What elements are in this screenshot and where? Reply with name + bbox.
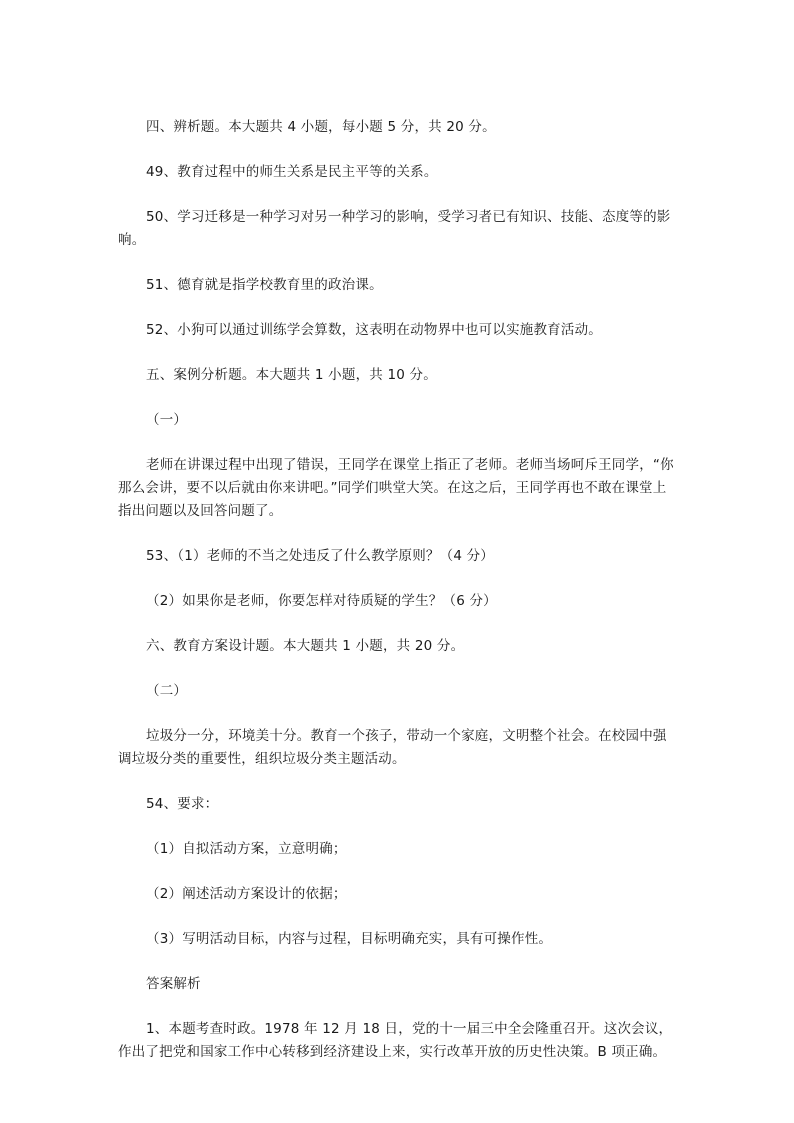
case-text-2: 垃圾分一分，环境美十分。教育一个孩子，带动一个家庭，文明整个社会。在校园中强调垃圾分类的重要性，组织垃圾分类主题活动。 — [118, 728, 667, 767]
question-49: 49、教育过程中的师生关系是民主平等的关系。 — [146, 164, 438, 180]
case-label-1: （一） — [146, 412, 188, 428]
section-heading-discrimination: 四、辨析题。本大题共 4 小题，每小题 5 分，共 20 分。 — [146, 119, 496, 135]
question-50: 50、学习迁移是一种学习对另一种学习的影响，受学习者已有知识、技能、态度等的影响。 — [118, 209, 671, 248]
case-text-1: 老师在讲课过程中出现了错误，王同学在课堂上指正了老师。老师当场呵斥王同学，“你那么会讲，要不以后就由你来讲吧。”同学们哄堂大笑。在这之后，王同学再也不敢在课堂上指出问题以及回答问题了。 — [118, 457, 674, 519]
question-53-part-1: 53、（1）老师的不当之处违反了什么教学原则？（4 分） — [146, 548, 494, 564]
question-51: 51、德育就是指学校教育里的政治课。 — [146, 277, 383, 293]
section-heading-case-analysis: 五、案例分析题。本大题共 1 小题，共 10 分。 — [146, 367, 437, 383]
answer-heading: 答案解析 — [146, 976, 201, 992]
requirement-3: （3）写明活动目标，内容与过程，目标明确充实，具有可操作性。 — [146, 931, 553, 947]
question-53-part-2: （2）如果你是老师，你要怎样对待质疑的学生？（6 分） — [146, 593, 497, 609]
answer-1: 1、本题考查时政。1978 年 12 月 18 日，党的十一届三中全会隆重召开。这次会议，作出了把党和国家工作中心转移到经济建设上来，实行改革开放的历史性决策。B 项正确。 — [118, 1021, 673, 1060]
question-54: 54、要求： — [146, 796, 219, 812]
document-body — [118, 116, 678, 1086]
case-label-2: （二） — [146, 683, 188, 699]
requirement-2: （2）阐述活动方案设计的依据； — [146, 886, 347, 902]
question-52: 52、小狗可以通过训练学会算数，这表明在动物界中也可以实施教育活动。 — [146, 322, 602, 338]
section-heading-plan-design: 六、教育方案设计题。本大题共 1 小题，共 20 分。 — [146, 638, 465, 654]
requirement-1: （1）自拟活动方案，立意明确； — [146, 841, 347, 857]
